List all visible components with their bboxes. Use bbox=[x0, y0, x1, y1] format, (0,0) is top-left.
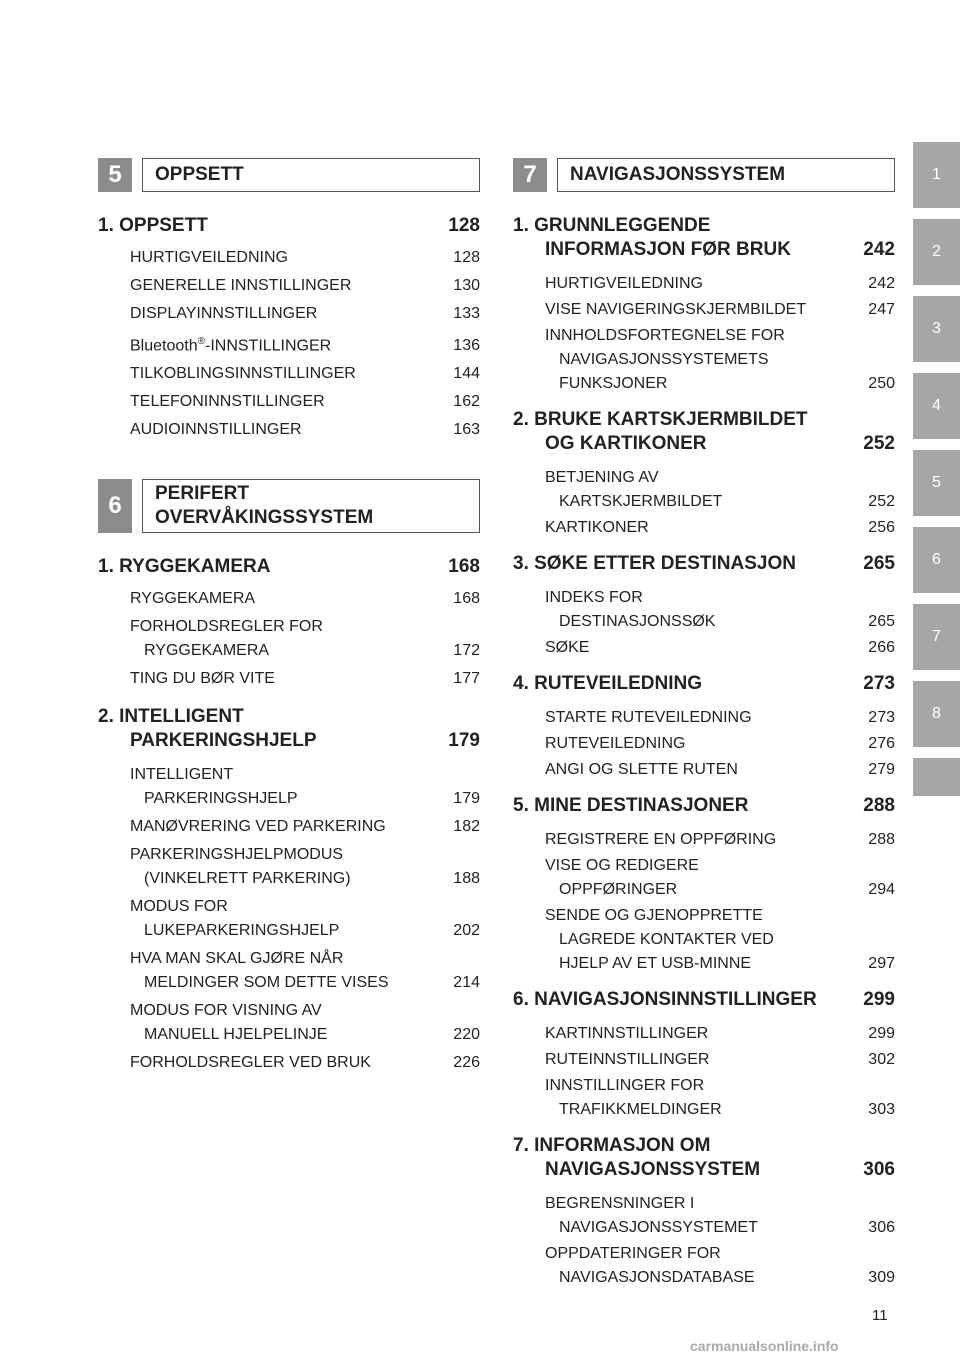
toc-item-page: 202 bbox=[453, 922, 480, 940]
page-number: 11 bbox=[872, 1307, 888, 1324]
toc-item-page: 302 bbox=[868, 1051, 895, 1068]
toc-item-page: 309 bbox=[868, 1269, 895, 1286]
chapter-tab-3[interactable]: 3 bbox=[913, 296, 960, 362]
toc-item-page: 214 bbox=[453, 974, 480, 992]
chapter-page: 265 bbox=[863, 553, 895, 574]
toc-item-title: PARKERINGSHJELPMODUS bbox=[130, 846, 344, 864]
toc-item-page: 242 bbox=[868, 275, 895, 292]
chapter-tab-7[interactable]: 7 bbox=[913, 604, 960, 670]
toc-item-title: MODUS FOR bbox=[130, 898, 228, 916]
toc-item-title: SENDE OG GJENOPPRETTE bbox=[545, 907, 763, 924]
section-title-line: PERIFERT bbox=[155, 483, 249, 505]
toc-item-title-cont: LAGREDE KONTAKTER VED bbox=[559, 931, 774, 948]
toc-item-title: INTELLIGENT bbox=[130, 766, 234, 784]
toc-item-title-cont: NAVIGASJONSDATABASE bbox=[559, 1269, 755, 1286]
toc-item-title-cont: FUNKSJONER bbox=[559, 375, 668, 392]
chapter-title: 2. BRUKE KARTSKJERMBILDET bbox=[513, 409, 808, 430]
toc-item[interactable] bbox=[130, 418, 480, 442]
toc-item[interactable] bbox=[130, 390, 480, 414]
toc-item-title: MODUS FOR VISNING AV bbox=[130, 1002, 322, 1020]
chapter-title-cont: OG KARTIKONER bbox=[545, 433, 707, 454]
chapter-heading[interactable] bbox=[513, 214, 895, 262]
toc-item[interactable] bbox=[130, 947, 480, 995]
toc-item-page: 297 bbox=[868, 955, 895, 972]
section-number: 5 bbox=[98, 158, 132, 192]
toc-item-title: DISPLAYINNSTILLINGER bbox=[130, 305, 318, 322]
toc-item[interactable] bbox=[545, 516, 895, 540]
toc-item-title: INDEKS FOR bbox=[545, 589, 643, 606]
chapter-page: 242 bbox=[863, 239, 895, 260]
chapter-page: 288 bbox=[863, 795, 895, 816]
toc-item-page: 162 bbox=[453, 393, 480, 411]
toc-item[interactable] bbox=[545, 298, 895, 322]
toc-item-title: INNHOLDSFORTEGNELSE FOR bbox=[545, 327, 785, 344]
toc-item-page: 256 bbox=[868, 519, 895, 536]
toc-item-title: HVA MAN SKAL GJØRE NÅR bbox=[130, 950, 344, 968]
chapter-title: 3. SØKE ETTER DESTINASJON bbox=[513, 553, 796, 574]
toc-item-page: 288 bbox=[868, 831, 895, 848]
toc-item-page: 179 bbox=[453, 790, 480, 808]
toc-item[interactable] bbox=[545, 904, 895, 976]
toc-item-title: SØKE bbox=[545, 639, 590, 656]
toc-item-title: VISE NAVIGERINGSKJERMBILDET bbox=[545, 301, 807, 318]
toc-item-page: 136 bbox=[453, 337, 480, 355]
section-header-6 bbox=[98, 479, 480, 533]
chapter-heading[interactable] bbox=[98, 705, 480, 753]
toc-item[interactable] bbox=[545, 758, 895, 782]
chapter-heading[interactable] bbox=[513, 672, 895, 696]
chapter-title-cont: PARKERINGSHJELP bbox=[130, 730, 317, 752]
toc-item-title: TELEFONINNSTILLINGER bbox=[130, 393, 325, 411]
section-title-line: OVERVÅKINGSSYSTEM bbox=[155, 507, 374, 529]
chapter-heading[interactable] bbox=[513, 1134, 895, 1182]
toc-right-column bbox=[513, 158, 895, 1290]
toc-item-page: 182 bbox=[453, 818, 480, 836]
toc-item[interactable] bbox=[545, 466, 895, 514]
toc-item[interactable] bbox=[545, 854, 895, 902]
toc-item-title: RYGGEKAMERA bbox=[130, 590, 256, 608]
chapter-page: 299 bbox=[863, 989, 895, 1010]
chapter-page: 273 bbox=[863, 673, 895, 694]
section-title: OPPSETT bbox=[142, 158, 480, 192]
chapter-title: 4. RUTEVEILEDNING bbox=[513, 673, 702, 694]
toc-item[interactable] bbox=[130, 763, 480, 811]
toc-item-title: AUDIOINNSTILLINGER bbox=[130, 421, 302, 439]
toc-item[interactable] bbox=[130, 815, 480, 839]
toc-item[interactable] bbox=[545, 272, 895, 296]
toc-item-title-cont: HJELP AV ET USB-MINNE bbox=[559, 955, 752, 972]
toc-item-title: TILKOBLINGSINNSTILLINGER bbox=[130, 365, 356, 383]
toc-item-title: RUTEINNSTILLINGER bbox=[545, 1051, 710, 1068]
toc-item-title: KARTIKONER bbox=[545, 519, 649, 536]
toc-item-page: 130 bbox=[453, 277, 480, 294]
toc-item-page: 247 bbox=[868, 301, 895, 318]
chapter-title: 7. INFORMASJON OM bbox=[513, 1135, 711, 1156]
toc-item[interactable] bbox=[545, 1242, 895, 1290]
toc-item-title-cont: PARKERINGSHJELP bbox=[144, 790, 298, 808]
toc-item[interactable] bbox=[545, 828, 895, 852]
toc-item[interactable] bbox=[130, 302, 480, 326]
toc-item[interactable] bbox=[545, 1022, 895, 1046]
toc-item[interactable] bbox=[130, 895, 480, 943]
toc-item-page: 279 bbox=[868, 761, 895, 778]
toc-item-title: VISE OG REDIGERE bbox=[545, 857, 699, 874]
toc-item-title: OPPDATERINGER FOR bbox=[545, 1245, 721, 1262]
toc-item-title-cont: MANUELL HJELPELINJE bbox=[144, 1026, 328, 1044]
toc-item[interactable] bbox=[545, 636, 895, 660]
section-header-7 bbox=[513, 158, 895, 192]
toc-item-title: KARTINNSTILLINGER bbox=[545, 1025, 709, 1042]
toc-item-title-cont: MELDINGER SOM DETTE VISES bbox=[144, 974, 389, 992]
toc-item-page: 226 bbox=[453, 1054, 480, 1072]
toc-item-title-cont: KARTSKJERMBILDET bbox=[559, 493, 723, 510]
toc-item-page: 252 bbox=[868, 493, 895, 510]
toc-item-title: FORHOLDSREGLER VED BRUK bbox=[130, 1054, 371, 1072]
toc-item[interactable] bbox=[130, 615, 480, 663]
chapter-page: 168 bbox=[448, 556, 480, 578]
chapter-title: 6. NAVIGASJONSINNSTILLINGER bbox=[513, 989, 817, 1010]
toc-item-page: 188 bbox=[453, 870, 480, 888]
chapter-title: 1. RYGGEKAMERA bbox=[98, 556, 271, 578]
toc-item[interactable] bbox=[130, 587, 480, 611]
watermark: carmanualsonline.info bbox=[690, 1338, 839, 1354]
toc-item-page: 266 bbox=[868, 639, 895, 656]
chapter-title-cont: INFORMASJON FØR BRUK bbox=[545, 239, 791, 260]
section-header-5 bbox=[98, 158, 480, 192]
toc-item[interactable] bbox=[545, 1048, 895, 1072]
toc-item-title: GENERELLE INNSTILLINGER bbox=[130, 277, 352, 294]
toc-item-title-cont: (VINKELRETT PARKERING) bbox=[144, 870, 351, 888]
toc-item-title: TING DU BØR VITE bbox=[130, 670, 275, 688]
toc-item-title-cont: RYGGEKAMERA bbox=[144, 642, 270, 660]
toc-item-title: BEGRENSNINGER I bbox=[545, 1195, 695, 1212]
chapter-tab-2[interactable]: 2 bbox=[913, 219, 960, 285]
chapter-heading[interactable] bbox=[513, 552, 895, 576]
toc-item-title: STARTE RUTEVEILEDNING bbox=[545, 709, 752, 726]
chapter-heading[interactable] bbox=[98, 555, 480, 579]
toc-item-page: 273 bbox=[868, 709, 895, 726]
toc-item-title: REGISTRERE EN OPPFØRING bbox=[545, 831, 777, 848]
section-number: 6 bbox=[98, 479, 132, 533]
toc-left-column bbox=[98, 158, 480, 1075]
toc-item[interactable] bbox=[130, 246, 480, 270]
toc-item-page: 144 bbox=[453, 365, 480, 383]
toc-item-page: 303 bbox=[868, 1101, 895, 1118]
toc-item[interactable] bbox=[130, 843, 480, 891]
toc-item-title: BETJENING AV bbox=[545, 469, 659, 486]
toc-item[interactable] bbox=[130, 362, 480, 386]
toc-item-page: 306 bbox=[868, 1219, 895, 1236]
toc-item[interactable] bbox=[130, 999, 480, 1047]
toc-item-title: INNSTILLINGER FOR bbox=[545, 1077, 705, 1094]
chapter-page: 306 bbox=[863, 1159, 895, 1180]
chapter-tab-6[interactable]: 6 bbox=[913, 527, 960, 593]
toc-item-page: 250 bbox=[868, 375, 895, 392]
toc-item[interactable] bbox=[545, 586, 895, 634]
toc-item-page: 163 bbox=[453, 421, 480, 439]
toc-item-title: MANØVRERING VED PARKERING bbox=[130, 818, 386, 836]
toc-item-title: ANGI OG SLETTE RUTEN bbox=[545, 761, 738, 778]
chapter-heading[interactable] bbox=[513, 988, 895, 1012]
toc-item-page: 276 bbox=[868, 735, 895, 752]
toc-item-title-cont: TRAFIKKMELDINGER bbox=[559, 1101, 722, 1118]
toc-item-title: Bluetooth®-INNSTILLINGER bbox=[130, 336, 332, 355]
section-title: NAVIGASJONSSYSTEM bbox=[557, 158, 895, 192]
toc-item-title: RUTEVEILEDNING bbox=[545, 735, 686, 752]
toc-item-title-cont: NAVIGASJONSSYSTEMETS bbox=[559, 351, 769, 368]
toc-item-page: 168 bbox=[453, 590, 480, 608]
chapter-tab-8[interactable]: 8 bbox=[913, 681, 960, 747]
chapter-tabs bbox=[913, 142, 960, 807]
toc-item-title-cont: OPPFØRINGER bbox=[559, 881, 678, 898]
toc-item-page: 133 bbox=[453, 305, 480, 322]
section-title bbox=[142, 479, 480, 533]
toc-item-title: HURTIGVEILEDNING bbox=[130, 249, 288, 266]
chapter-tab-1[interactable]: 1 bbox=[913, 142, 960, 208]
toc-item-title: FORHOLDSREGLER FOR bbox=[130, 618, 323, 636]
toc-item[interactable] bbox=[545, 1192, 895, 1240]
toc-item-page: 172 bbox=[453, 642, 480, 660]
toc-item-page: 294 bbox=[868, 881, 895, 898]
chapter-title-cont: NAVIGASJONSSYSTEM bbox=[545, 1159, 761, 1180]
chapter-heading[interactable] bbox=[98, 214, 480, 238]
toc-item[interactable] bbox=[130, 330, 480, 358]
section-number: 7 bbox=[513, 158, 547, 192]
toc-item-page: 177 bbox=[453, 670, 480, 688]
toc-item[interactable] bbox=[130, 667, 480, 691]
chapter-page: 252 bbox=[863, 433, 895, 454]
toc-item[interactable] bbox=[545, 732, 895, 756]
toc-item-page: 299 bbox=[868, 1025, 895, 1042]
chapter-tab-9[interactable] bbox=[913, 758, 960, 796]
chapter-page: 179 bbox=[448, 730, 480, 752]
chapter-heading[interactable] bbox=[513, 408, 895, 456]
toc-item-page: 220 bbox=[453, 1026, 480, 1044]
chapter-title: 5. MINE DESTINASJONER bbox=[513, 795, 749, 816]
chapter-page: 128 bbox=[448, 215, 480, 236]
toc-item-title-cont: NAVIGASJONSSYSTEMET bbox=[559, 1219, 758, 1236]
chapter-title: 2. INTELLIGENT bbox=[98, 706, 244, 728]
chapter-tab-4[interactable]: 4 bbox=[913, 373, 960, 439]
chapter-title: 1. GRUNNLEGGENDE bbox=[513, 215, 711, 236]
chapter-heading[interactable] bbox=[513, 794, 895, 818]
chapter-tab-5[interactable]: 5 bbox=[913, 450, 960, 516]
toc-item-page: 265 bbox=[868, 613, 895, 630]
toc-item[interactable] bbox=[545, 324, 895, 396]
toc-item[interactable] bbox=[545, 1074, 895, 1122]
toc-item[interactable] bbox=[545, 706, 895, 730]
toc-item-title-cont: LUKEPARKERINGSHJELP bbox=[144, 922, 340, 940]
toc-item[interactable] bbox=[130, 274, 480, 298]
toc-item[interactable] bbox=[130, 1051, 480, 1075]
toc-item-title-cont: DESTINASJONSSØK bbox=[559, 613, 716, 630]
chapter-title: 1. OPPSETT bbox=[98, 215, 208, 236]
toc-item-title: HURTIGVEILEDNING bbox=[545, 275, 703, 292]
toc-item-page: 128 bbox=[453, 249, 480, 266]
